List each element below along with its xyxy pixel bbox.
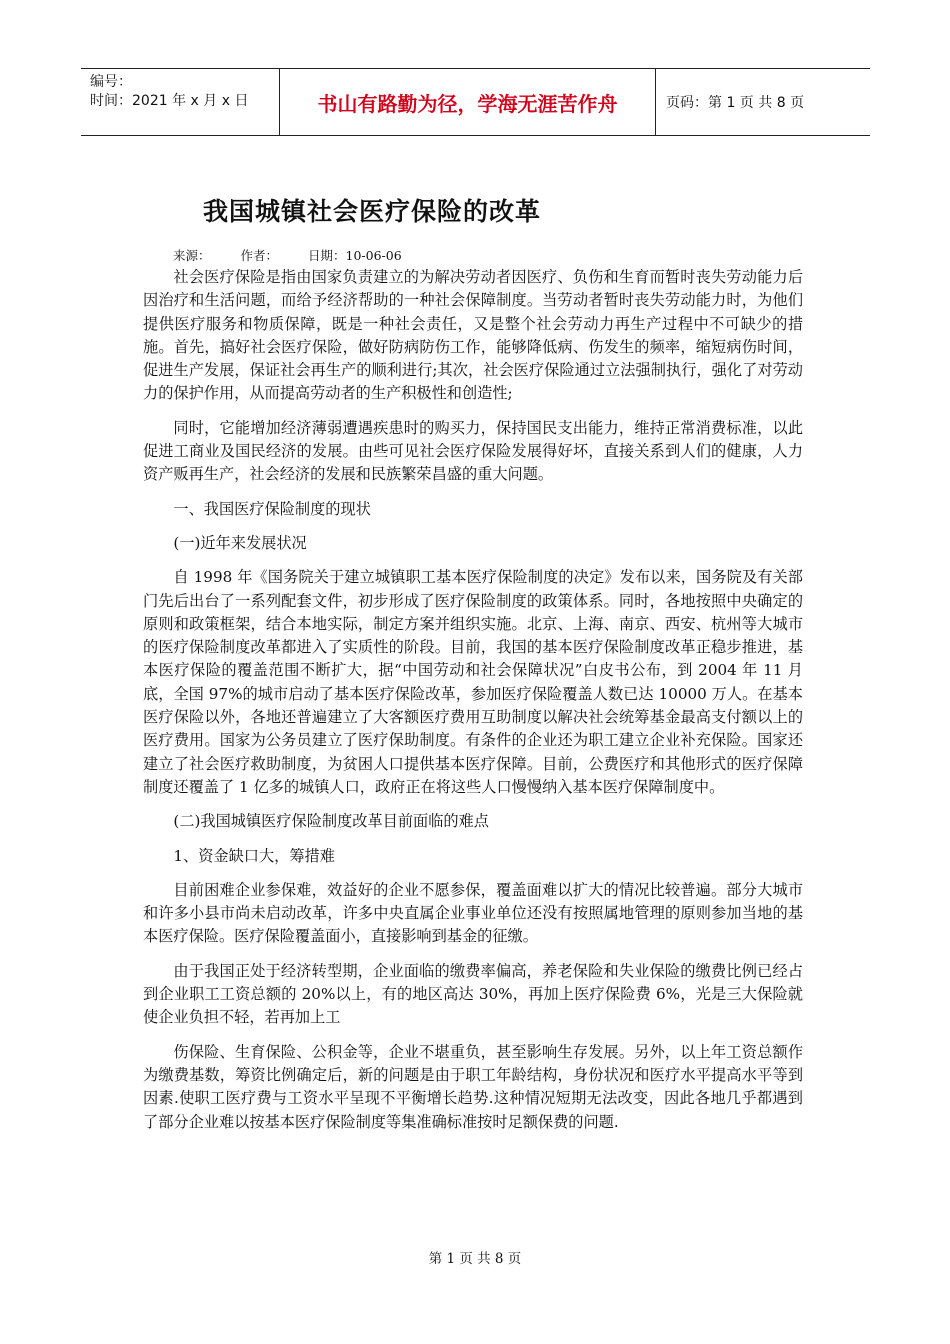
article-title: 我国城镇社会医疗保险的改革 (203, 197, 542, 226)
meta-author: 作者： (240, 248, 279, 263)
document-number-label: 编号： (90, 74, 132, 90)
paragraph: 社会医疗保险是指由国家负责建立的为解决劳动者因医疗、负伤和生育而暂时丧失劳动能力后因治疗和生活问题，而给予经济帮助的一种社会保障制度。当劳动者暂时丧失劳动能力时，为他们提供医疗服务和物质保障，既是一种社会责任，又是整个社会劳动力再生产过程中不可缺少的措施。首先，搞好社会医疗保险，做好防病防伤工作，能够降低病、伤发生的频率，缩短病伤时间，促进生产发展，保证社会再生产的顺利进行;其次，社会医疗保险通过立法强制执行，强化了对劳动力的保护作用，从而提高劳动者的生产积极性和创造性; (143, 268, 803, 403)
paragraph: 伤保险、生育保险、公积金等，企业不堪重负，甚至影响生存发展。另外，以上年工资总额作为缴费基数，筹资比例确定后，新的问题是由于职工年龄结构，身份状况和医疗水平提高水平等到因素.使职工医疗费与工资水平呈现不平衡增长趋势.这种情况短期无法改变，因此各地几乎都遇到了部分企业难以按基本医疗保险制度等集准确标准按时足额保费的问题. (143, 1042, 803, 1131)
article-body (143, 266, 803, 1140)
paragraph: 自 1998 年《国务院关于建立城镇职工基本医疗保险制度的决定》发布以来，国务院及有关部门先后出台了一系列配套文件，初步形成了医疗保险制度的政策体系。同时，各地按照中央确定的原则和政策框架，结合本地实际，制定方案并组织实施。北京、上海、南京、西安、杭州等大城市的医疗保险制度改革都进入了实质性的阶段。目前，我国的基本医疗保险制度改革正稳步推进，基本医疗保险的覆盖范围不断扩大，据“中国劳动和社会保障状况”白皮书公布，到 2004 年 11 月底，全国 97%的城市启动了基本医疗保险改革，参加医疗保险覆盖人数已达 10000 万人。在基本医疗保险以外，各地还普遍建立了大客额医疗费用互助制度以解决社会统筹基金最高支付额以上的医疗费用。国家为公务员建立了医疗保助制度。有条件的企业还为职工建立企业补充保险。国家还建立了社会医疗救助制度，为贫困人口提供基本医疗保障。目前，公费医疗和其他形式的医疗保障制度还覆盖了 1 亿多的城镇人口，政府正在将这些人口慢慢纳入基本医疗保障制度中。 (143, 568, 803, 796)
article-meta (173, 246, 428, 264)
paragraph: 目前困难企业参保难，效益好的企业不愿参保，覆盖面难以扩大的情况比较普遍。部分大城市和许多小县市尚未启动改革，许多中央直属企业事业单位还没有按照属地管理的原则参加当地的基本医疗保险。医疗保险覆盖面小，直接影响到基金的征缴。 (143, 880, 803, 946)
section-heading: 一、我国医疗保险制度的现状 (173, 499, 371, 518)
header-info-cell (81, 69, 280, 135)
paragraph: 同时，它能增加经济薄弱遭遇疾患时的购买力，保持国民支出能力，维持正常消费标准，以此促进工商业及国民经济的发展。由些可见社会医疗保险发展得好坏，直接关系到人们的健康，人力资产贩再生产，社会经济的发展和民族繁荣昌盛的重大问题。 (143, 418, 803, 484)
subsection-heading: (一)近年来发展状况 (173, 533, 307, 552)
header-motto: 书山有路勤为径，学海无涯苦作舟 (280, 69, 656, 135)
subsection-heading: 1、资金缺口大，筹措难 (173, 846, 335, 865)
document-date-label: 时间：2021 年 x 月 x 日 (90, 93, 249, 109)
paragraph: 由于我国正处于经济转型期，企业面临的缴费率偏高，养老保险和失业保险的缴费比例已经占到企业职工工资总额的 20%以上，有的地区高达 30%，再加上医疗保险费 6%，光是三大保险就使企业负担不轻，若再加上工 (143, 961, 803, 1027)
subsection-heading: (二)我国城镇医疗保险制度改革目前面临的难点 (173, 812, 489, 831)
meta-date: 日期：10-06-06 (308, 248, 402, 263)
meta-source: 来源： (173, 248, 211, 263)
document-header (81, 68, 870, 136)
header-page-info: 页码：第 1 页 共 8 页 (666, 95, 805, 111)
page-footer: 第 1 页 共 8 页 (428, 1251, 522, 1267)
